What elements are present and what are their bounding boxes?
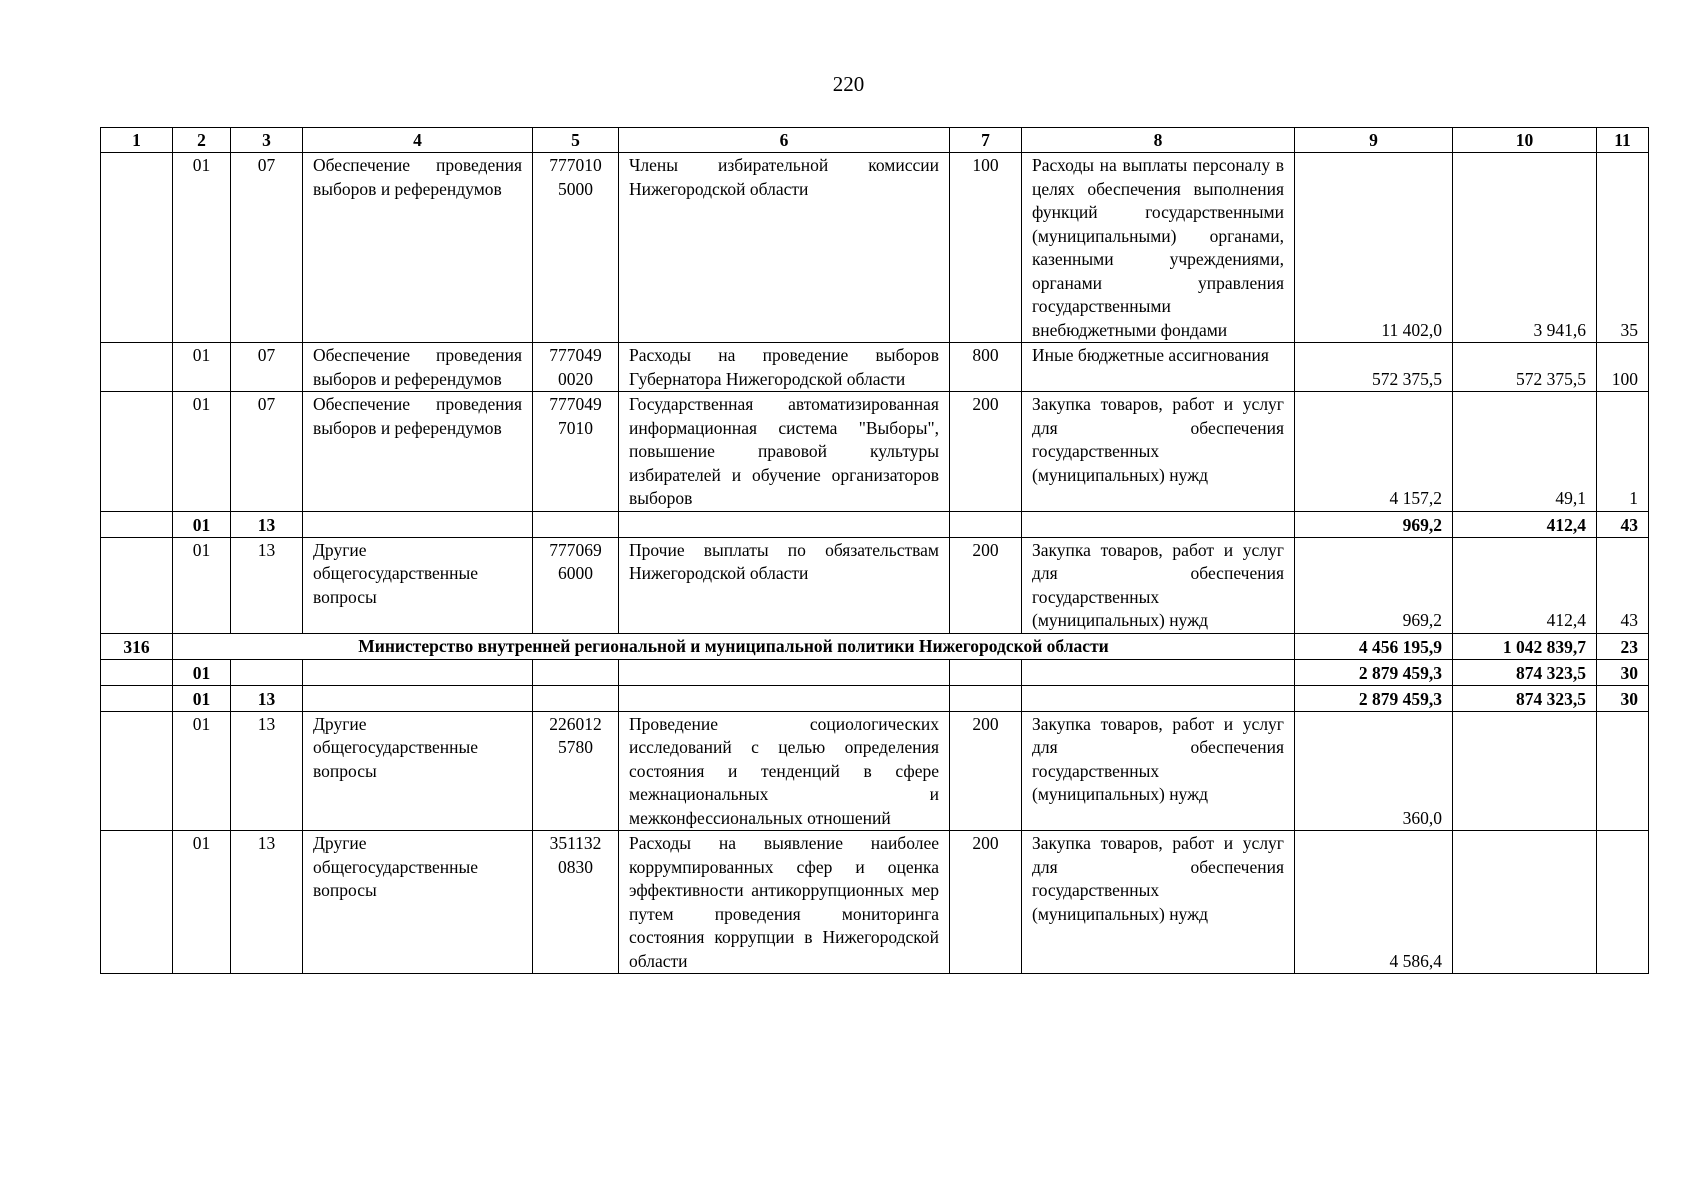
article-name-cell: Расходы на проведение выборов Губернатора Нижегородской области [619, 343, 950, 392]
subsection-name-cell: Другие общегосударственные вопросы [303, 831, 533, 974]
actual-amount-cell: 874 323,5 [1453, 685, 1597, 711]
target-article-cell: 777010 5000 [533, 153, 619, 343]
ministry-name-cell: Министерство внутренней региональной и муниципальной политики Нижегородской области [173, 633, 1295, 659]
empty-cell [619, 685, 950, 711]
table-row [101, 153, 1649, 343]
plan-amount-cell: 969,2 [1295, 511, 1453, 537]
subsection-cell [231, 659, 303, 685]
empty-cell [533, 511, 619, 537]
ministry-code-cell [101, 711, 173, 831]
ministry-code-cell [101, 153, 173, 343]
subsection-cell: 07 [231, 153, 303, 343]
subtotal-row [101, 511, 1649, 537]
expense-type-name-cell: Иные бюджетные ассигнования [1022, 343, 1295, 392]
ministry-code-cell [101, 659, 173, 685]
column-header: 5 [533, 128, 619, 153]
article-name-cell: Проведение социологических исследований с целью определения состояния и тенденций в сфере межнациональных и межконфессиональных отношений [619, 711, 950, 831]
expense-type-name-cell: Закупка товаров, работ и услуг для обеспечения государственных (муниципальных) нужд [1022, 711, 1295, 831]
empty-cell [619, 511, 950, 537]
ministry-total-row [101, 633, 1649, 659]
plan-amount-cell: 2 879 459,3 [1295, 685, 1453, 711]
target-article-cell: 351132 0830 [533, 831, 619, 974]
empty-cell [533, 685, 619, 711]
plan-amount-cell: 969,2 [1295, 537, 1453, 633]
subsection-name-cell: Обеспечение проведения выборов и референдумов [303, 343, 533, 392]
empty-cell [950, 659, 1022, 685]
empty-cell [303, 511, 533, 537]
actual-amount-cell [1453, 831, 1597, 974]
empty-cell [1022, 685, 1295, 711]
section-cell: 01 [173, 685, 231, 711]
column-header: 9 [1295, 128, 1453, 153]
subsection-cell: 13 [231, 511, 303, 537]
expense-type-cell: 800 [950, 343, 1022, 392]
column-header: 11 [1597, 128, 1649, 153]
expense-type-name-cell: Закупка товаров, работ и услуг для обеспечения государственных (муниципальных) нужд [1022, 537, 1295, 633]
percent-cell: 30 [1597, 659, 1649, 685]
percent-cell: 100 [1597, 343, 1649, 392]
empty-cell [303, 659, 533, 685]
subsection-cell: 13 [231, 711, 303, 831]
column-header: 4 [303, 128, 533, 153]
table-row [101, 392, 1649, 512]
percent-cell: 1 [1597, 392, 1649, 512]
table-row [101, 343, 1649, 392]
plan-amount-cell: 11 402,0 [1295, 153, 1453, 343]
target-article-cell: 777049 7010 [533, 392, 619, 512]
column-header: 10 [1453, 128, 1597, 153]
subsection-name-cell: Другие общегосударственные вопросы [303, 537, 533, 633]
page-number: 220 [832, 72, 865, 96]
actual-amount-cell: 572 375,5 [1453, 343, 1597, 392]
ministry-code-cell [101, 392, 173, 512]
section-cell: 01 [173, 831, 231, 974]
subtotal-row [101, 659, 1649, 685]
plan-amount-cell: 360,0 [1295, 711, 1453, 831]
budget-table [100, 127, 1649, 974]
expense-type-cell: 200 [950, 711, 1022, 831]
actual-amount-cell: 874 323,5 [1453, 659, 1597, 685]
expense-type-name-cell: Расходы на выплаты персоналу в целях обеспечения выполнения функций государственными (муниципальными) органами, казенными учреждениями, органами управления государственными внебюджетными фондами [1022, 153, 1295, 343]
subsection-cell: 07 [231, 392, 303, 512]
column-header: 6 [619, 128, 950, 153]
column-header: 7 [950, 128, 1022, 153]
expense-type-cell: 200 [950, 831, 1022, 974]
column-header: 1 [101, 128, 173, 153]
empty-cell [950, 511, 1022, 537]
subsection-cell: 13 [231, 685, 303, 711]
target-article-cell: 226012 5780 [533, 711, 619, 831]
expense-type-name-cell: Закупка товаров, работ и услуг для обеспечения государственных (муниципальных) нужд [1022, 831, 1295, 974]
ministry-code-cell: 316 [101, 633, 173, 659]
actual-amount-cell: 49,1 [1453, 392, 1597, 512]
target-article-cell: 777069 6000 [533, 537, 619, 633]
table-row [101, 537, 1649, 633]
empty-cell [1022, 511, 1295, 537]
empty-cell [303, 685, 533, 711]
plan-amount-cell: 4 157,2 [1295, 392, 1453, 512]
table-row [101, 711, 1649, 831]
plan-amount-cell: 572 375,5 [1295, 343, 1453, 392]
article-name-cell: Расходы на выявление наиболее коррумпированных сфер и оценка эффективности антикоррупционных мер путем проведения мониторинга состояния коррупции в Нижегородской области [619, 831, 950, 974]
column-header: 8 [1022, 128, 1295, 153]
expense-type-cell: 100 [950, 153, 1022, 343]
actual-amount-cell: 1 042 839,7 [1453, 633, 1597, 659]
article-name-cell: Государственная автоматизированная информационная система "Выборы", повышение правовой культуры избирателей и обучение организаторов выборов [619, 392, 950, 512]
table-row [101, 831, 1649, 974]
actual-amount-cell: 412,4 [1453, 537, 1597, 633]
plan-amount-cell: 4 456 195,9 [1295, 633, 1453, 659]
actual-amount-cell: 3 941,6 [1453, 153, 1597, 343]
percent-cell: 30 [1597, 685, 1649, 711]
empty-cell [619, 659, 950, 685]
subsection-cell: 13 [231, 831, 303, 974]
percent-cell [1597, 831, 1649, 974]
subsection-name-cell: Обеспечение проведения выборов и референдумов [303, 392, 533, 512]
ministry-code-cell [101, 831, 173, 974]
expense-type-cell: 200 [950, 392, 1022, 512]
percent-cell: 43 [1597, 537, 1649, 633]
percent-cell [1597, 711, 1649, 831]
table-header-row [101, 128, 1649, 153]
target-article-cell: 777049 0020 [533, 343, 619, 392]
plan-amount-cell: 2 879 459,3 [1295, 659, 1453, 685]
percent-cell: 23 [1597, 633, 1649, 659]
column-header: 2 [173, 128, 231, 153]
subsection-name-cell: Обеспечение проведения выборов и референдумов [303, 153, 533, 343]
empty-cell [1022, 659, 1295, 685]
article-name-cell: Прочие выплаты по обязательствам Нижегородской области [619, 537, 950, 633]
section-cell: 01 [173, 511, 231, 537]
ministry-code-cell [101, 343, 173, 392]
column-header: 3 [231, 128, 303, 153]
subsection-cell: 07 [231, 343, 303, 392]
expense-type-cell: 200 [950, 537, 1022, 633]
ministry-code-cell [101, 511, 173, 537]
subsection-cell: 13 [231, 537, 303, 633]
section-cell: 01 [173, 343, 231, 392]
expense-type-name-cell: Закупка товаров, работ и услуг для обеспечения государственных (муниципальных) нужд [1022, 392, 1295, 512]
section-cell: 01 [173, 659, 231, 685]
actual-amount-cell [1453, 711, 1597, 831]
percent-cell: 43 [1597, 511, 1649, 537]
section-cell: 01 [173, 711, 231, 831]
section-cell: 01 [173, 153, 231, 343]
percent-cell: 35 [1597, 153, 1649, 343]
section-cell: 01 [173, 392, 231, 512]
subsection-name-cell: Другие общегосударственные вопросы [303, 711, 533, 831]
ministry-code-cell [101, 685, 173, 711]
section-cell: 01 [173, 537, 231, 633]
article-name-cell: Члены избирательной комиссии Нижегородской области [619, 153, 950, 343]
plan-amount-cell: 4 586,4 [1295, 831, 1453, 974]
actual-amount-cell: 412,4 [1453, 511, 1597, 537]
empty-cell [950, 685, 1022, 711]
ministry-code-cell [101, 537, 173, 633]
empty-cell [533, 659, 619, 685]
subtotal-row [101, 685, 1649, 711]
